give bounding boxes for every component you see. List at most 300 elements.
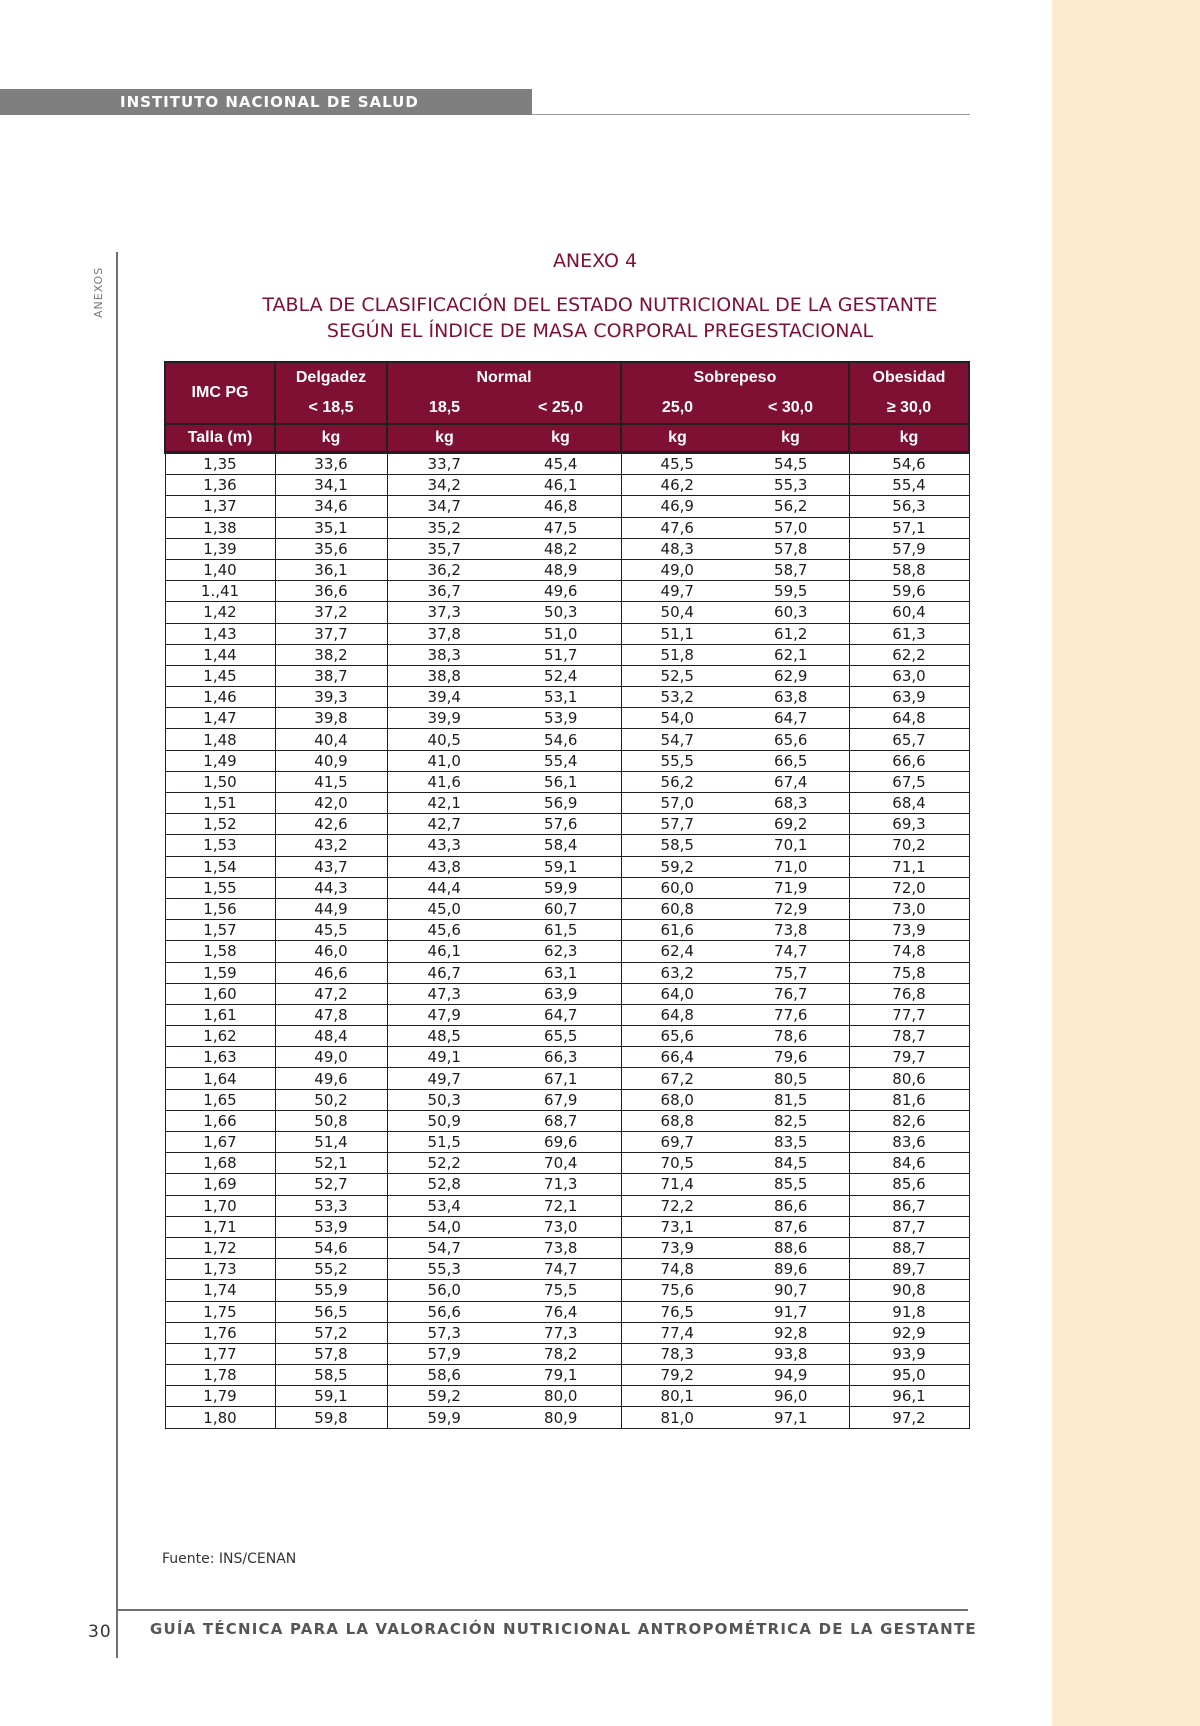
cell-sobrepeso-low: 81,0 [621,1407,733,1428]
cell-talla: 1,69 [165,1174,275,1195]
cell-delgadez: 46,6 [275,962,387,983]
cell-sobrepeso-high: 58,7 [733,559,849,580]
cell-delgadez: 40,9 [275,750,387,771]
cell-sobrepeso-low: 70,5 [621,1153,733,1174]
cell-talla: 1,36 [165,475,275,496]
table-row [165,750,969,771]
classification-table [164,361,970,1429]
institution-name: INSTITUTO NACIONAL DE SALUD [120,93,419,111]
cell-sobrepeso-high: 92,8 [733,1322,849,1343]
section-label: ANEXOS [92,266,105,318]
cell-normal-low: 50,3 [387,1089,501,1110]
cell-obesidad: 64,8 [849,708,969,729]
cell-normal-low: 40,5 [387,729,501,750]
cell-obesidad: 89,7 [849,1259,969,1280]
cell-delgadez: 52,1 [275,1153,387,1174]
cell-sobrepeso-low: 68,0 [621,1089,733,1110]
cell-talla: 1,61 [165,1004,275,1025]
cell-delgadez: 59,1 [275,1386,387,1407]
cell-sobrepeso-high: 77,6 [733,1004,849,1025]
cell-normal-high: 64,7 [501,1004,621,1025]
cell-obesidad: 57,1 [849,517,969,538]
cell-normal-high: 75,5 [501,1280,621,1301]
cell-talla: 1,78 [165,1365,275,1386]
header-unit: kg [849,424,969,453]
cell-normal-high: 46,8 [501,496,621,517]
cell-normal-high: 58,4 [501,835,621,856]
cell-delgadez: 35,6 [275,538,387,559]
cell-sobrepeso-high: 80,5 [733,1068,849,1089]
cell-sobrepeso-high: 73,8 [733,920,849,941]
cell-normal-low: 51,5 [387,1132,501,1153]
table-row [165,644,969,665]
cell-obesidad: 78,7 [849,1026,969,1047]
cell-talla: 1,64 [165,1068,275,1089]
cell-talla: 1,80 [165,1407,275,1428]
header-imc-pg: IMC PG [165,362,275,424]
cell-sobrepeso-low: 56,2 [621,771,733,792]
cell-talla: 1.,41 [165,581,275,602]
cell-sobrepeso-high: 90,7 [733,1280,849,1301]
cell-talla: 1,63 [165,1047,275,1068]
cell-normal-low: 55,3 [387,1259,501,1280]
cell-obesidad: 61,3 [849,623,969,644]
cell-sobrepeso-low: 52,5 [621,665,733,686]
cell-talla: 1,38 [165,517,275,538]
cell-delgadez: 44,9 [275,898,387,919]
cell-talla: 1,76 [165,1322,275,1343]
table-row [165,1237,969,1258]
cell-sobrepeso-low: 67,2 [621,1068,733,1089]
cell-normal-low: 52,2 [387,1153,501,1174]
cell-talla: 1,77 [165,1343,275,1364]
cell-normal-high: 67,1 [501,1068,621,1089]
table-row [165,1301,969,1322]
cell-normal-high: 70,4 [501,1153,621,1174]
cell-sobrepeso-low: 51,8 [621,644,733,665]
cell-delgadez: 51,4 [275,1132,387,1153]
cell-sobrepeso-high: 64,7 [733,708,849,729]
cell-normal-low: 57,3 [387,1322,501,1343]
cell-delgadez: 55,9 [275,1280,387,1301]
cell-delgadez: 55,2 [275,1259,387,1280]
table-row [165,1026,969,1047]
cell-obesidad: 74,8 [849,941,969,962]
header-sobrepeso: Sobrepeso [621,362,849,393]
cell-normal-high: 73,8 [501,1237,621,1258]
cell-normal-low: 46,1 [387,941,501,962]
cell-normal-low: 41,6 [387,771,501,792]
cell-talla: 1,67 [165,1132,275,1153]
cell-delgadez: 42,0 [275,793,387,814]
cell-normal-high: 48,2 [501,538,621,559]
cell-normal-high: 71,3 [501,1174,621,1195]
table-row [165,665,969,686]
cell-sobrepeso-high: 75,7 [733,962,849,983]
table-row [165,1174,969,1195]
cell-obesidad: 59,6 [849,581,969,602]
table-row [165,1195,969,1216]
cell-normal-low: 38,8 [387,665,501,686]
cell-normal-high: 72,1 [501,1195,621,1216]
cell-obesidad: 82,6 [849,1110,969,1131]
cell-delgadez: 37,2 [275,602,387,623]
cell-sobrepeso-high: 91,7 [733,1301,849,1322]
cell-normal-high: 49,6 [501,581,621,602]
table-row [165,793,969,814]
header-obesidad-range: ≥ 30,0 [849,393,969,424]
cell-normal-high: 53,9 [501,708,621,729]
cell-sobrepeso-low: 60,8 [621,898,733,919]
cell-normal-high: 66,3 [501,1047,621,1068]
cell-sobrepeso-low: 72,2 [621,1195,733,1216]
header-sobrepeso-low: 25,0 [621,393,733,424]
cell-sobrepeso-high: 62,9 [733,665,849,686]
cell-normal-high: 55,4 [501,750,621,771]
cell-talla: 1,65 [165,1089,275,1110]
cell-obesidad: 71,1 [849,856,969,877]
source-note: Fuente: INS/CENAN [162,1551,297,1567]
cell-normal-low: 39,4 [387,687,501,708]
header-normal-high: < 25,0 [501,393,621,424]
table-row [165,517,969,538]
cell-delgadez: 49,6 [275,1068,387,1089]
cell-obesidad: 66,6 [849,750,969,771]
cell-talla: 1,37 [165,496,275,517]
cell-talla: 1,54 [165,856,275,877]
header-talla: Talla (m) [165,424,275,453]
table-row [165,983,969,1004]
table-row [165,1365,969,1386]
cell-talla: 1,60 [165,983,275,1004]
table-body [165,453,969,1429]
cell-sobrepeso-low: 47,6 [621,517,733,538]
table-row [165,814,969,835]
cell-delgadez: 44,3 [275,877,387,898]
header-normal: Normal [387,362,621,393]
cell-normal-low: 36,2 [387,559,501,580]
cell-sobrepeso-high: 70,1 [733,835,849,856]
header-rule [532,114,970,115]
cell-delgadez: 45,5 [275,920,387,941]
cell-talla: 1,42 [165,602,275,623]
cell-normal-high: 78,2 [501,1343,621,1364]
cell-obesidad: 79,7 [849,1047,969,1068]
cell-sobrepeso-low: 48,3 [621,538,733,559]
cell-obesidad: 85,6 [849,1174,969,1195]
cell-obesidad: 83,6 [849,1132,969,1153]
cell-delgadez: 56,5 [275,1301,387,1322]
cell-normal-high: 80,0 [501,1386,621,1407]
cell-sobrepeso-high: 76,7 [733,983,849,1004]
cell-talla: 1,59 [165,962,275,983]
cell-normal-high: 56,9 [501,793,621,814]
cell-sobrepeso-low: 59,2 [621,856,733,877]
cell-sobrepeso-low: 75,6 [621,1280,733,1301]
cell-sobrepeso-low: 73,9 [621,1237,733,1258]
table-row [165,920,969,941]
cell-delgadez: 36,6 [275,581,387,602]
table-row [165,623,969,644]
cell-normal-high: 80,9 [501,1407,621,1428]
table-row [165,1068,969,1089]
cell-talla: 1,46 [165,687,275,708]
header-unit: kg [621,424,733,453]
cell-obesidad: 63,0 [849,665,969,686]
table-row [165,1343,969,1364]
cell-sobrepeso-high: 67,4 [733,771,849,792]
cell-obesidad: 76,8 [849,983,969,1004]
cell-normal-low: 52,8 [387,1174,501,1195]
table-row [165,1047,969,1068]
table-row [165,496,969,517]
cell-sobrepeso-high: 85,5 [733,1174,849,1195]
table-row [165,708,969,729]
cell-normal-high: 59,9 [501,877,621,898]
table-row [165,1004,969,1025]
cell-obesidad: 75,8 [849,962,969,983]
cell-normal-high: 57,6 [501,814,621,835]
cell-sobrepeso-high: 71,0 [733,856,849,877]
header-normal-low: 18,5 [387,393,501,424]
cell-delgadez: 40,4 [275,729,387,750]
cell-normal-low: 59,9 [387,1407,501,1428]
cell-sobrepeso-high: 97,1 [733,1407,849,1428]
cell-sobrepeso-high: 60,3 [733,602,849,623]
cell-normal-high: 61,5 [501,920,621,941]
cell-obesidad: 57,9 [849,538,969,559]
table-row [165,559,969,580]
cell-normal-low: 42,1 [387,793,501,814]
cell-sobrepeso-low: 80,1 [621,1386,733,1407]
table-row [165,877,969,898]
cell-normal-high: 76,4 [501,1301,621,1322]
cell-sobrepeso-low: 54,7 [621,729,733,750]
cell-normal-low: 47,3 [387,983,501,1004]
cell-normal-high: 69,6 [501,1132,621,1153]
cell-normal-low: 56,6 [387,1301,501,1322]
cell-obesidad: 72,0 [849,877,969,898]
cell-delgadez: 43,2 [275,835,387,856]
cell-talla: 1,70 [165,1195,275,1216]
cell-normal-low: 58,6 [387,1365,501,1386]
cell-obesidad: 70,2 [849,835,969,856]
cell-sobrepeso-high: 72,9 [733,898,849,919]
cell-obesidad: 73,0 [849,898,969,919]
cell-delgadez: 41,5 [275,771,387,792]
table-row [165,1110,969,1131]
cell-delgadez: 48,4 [275,1026,387,1047]
cell-normal-low: 57,9 [387,1343,501,1364]
cell-obesidad: 56,3 [849,496,969,517]
table-row [165,856,969,877]
cell-normal-low: 42,7 [387,814,501,835]
table-row [165,687,969,708]
cell-delgadez: 49,0 [275,1047,387,1068]
cell-delgadez: 36,1 [275,559,387,580]
table-row [165,453,969,475]
cell-sobrepeso-high: 55,3 [733,475,849,496]
cell-normal-low: 33,7 [387,453,501,475]
cell-sobrepeso-low: 78,3 [621,1343,733,1364]
cell-delgadez: 57,8 [275,1343,387,1364]
cell-sobrepeso-high: 94,9 [733,1365,849,1386]
annex-title: ANEXO 4 [552,250,638,272]
cell-delgadez: 46,0 [275,941,387,962]
cell-normal-low: 45,0 [387,898,501,919]
cell-talla: 1,52 [165,814,275,835]
cell-talla: 1,72 [165,1237,275,1258]
table-row [165,941,969,962]
cell-sobrepeso-high: 88,6 [733,1237,849,1258]
cell-delgadez: 54,6 [275,1237,387,1258]
cell-talla: 1,56 [165,898,275,919]
table-row [165,1216,969,1237]
cell-normal-low: 35,2 [387,517,501,538]
cell-delgadez: 43,7 [275,856,387,877]
cell-normal-high: 50,3 [501,602,621,623]
cell-normal-high: 67,9 [501,1089,621,1110]
table-row [165,1407,969,1428]
cell-obesidad: 58,8 [849,559,969,580]
cell-normal-low: 35,7 [387,538,501,559]
cell-sobrepeso-high: 71,9 [733,877,849,898]
cell-delgadez: 53,9 [275,1216,387,1237]
cell-obesidad: 55,4 [849,475,969,496]
cell-obesidad: 90,8 [849,1280,969,1301]
cell-obesidad: 62,2 [849,644,969,665]
cell-obesidad: 80,6 [849,1068,969,1089]
table-row [165,1386,969,1407]
cell-normal-high: 56,1 [501,771,621,792]
cell-obesidad: 60,4 [849,602,969,623]
cell-normal-low: 59,2 [387,1386,501,1407]
cell-sobrepeso-high: 62,1 [733,644,849,665]
table-title [150,292,1050,344]
cell-normal-low: 38,3 [387,644,501,665]
cell-delgadez: 33,6 [275,453,387,475]
table-row [165,1322,969,1343]
cell-normal-low: 54,7 [387,1237,501,1258]
cell-normal-high: 51,0 [501,623,621,644]
cell-talla: 1,39 [165,538,275,559]
table-row [165,1089,969,1110]
cell-sobrepeso-high: 74,7 [733,941,849,962]
table-row [165,475,969,496]
cell-obesidad: 92,9 [849,1322,969,1343]
table-row [165,1259,969,1280]
cell-sobrepeso-low: 46,2 [621,475,733,496]
cell-normal-high: 60,7 [501,898,621,919]
cell-sobrepeso-low: 45,5 [621,453,733,475]
cell-sobrepeso-low: 55,5 [621,750,733,771]
cell-talla: 1,44 [165,644,275,665]
cell-delgadez: 53,3 [275,1195,387,1216]
table-row [165,962,969,983]
classification-table-wrapper [164,361,968,1429]
cell-obesidad: 93,9 [849,1343,969,1364]
cell-sobrepeso-low: 57,7 [621,814,733,835]
cell-sobrepeso-high: 79,6 [733,1047,849,1068]
cell-normal-low: 44,4 [387,877,501,898]
cell-obesidad: 91,8 [849,1301,969,1322]
cell-talla: 1,74 [165,1280,275,1301]
cell-delgadez: 39,3 [275,687,387,708]
header-delgadez-range: < 18,5 [275,393,387,424]
cell-talla: 1,51 [165,793,275,814]
cell-normal-high: 74,7 [501,1259,621,1280]
cell-normal-high: 45,4 [501,453,621,475]
cell-delgadez: 39,8 [275,708,387,729]
cell-normal-high: 51,7 [501,644,621,665]
header-sobrepeso-high: < 30,0 [733,393,849,424]
cell-sobrepeso-low: 58,5 [621,835,733,856]
cell-sobrepeso-high: 96,0 [733,1386,849,1407]
cell-talla: 1,48 [165,729,275,750]
table-title-line-2: SEGÚN EL ÍNDICE DE MASA CORPORAL PREGESTACIONAL [326,320,874,342]
cell-sobrepeso-low: 69,7 [621,1132,733,1153]
cell-obesidad: 67,5 [849,771,969,792]
cell-obesidad: 86,7 [849,1195,969,1216]
cell-normal-high: 46,1 [501,475,621,496]
cell-normal-low: 48,5 [387,1026,501,1047]
cell-obesidad: 88,7 [849,1237,969,1258]
cell-normal-high: 68,7 [501,1110,621,1131]
cell-normal-high: 62,3 [501,941,621,962]
cell-normal-high: 73,0 [501,1216,621,1237]
table-row [165,1153,969,1174]
cell-sobrepeso-low: 76,5 [621,1301,733,1322]
cell-talla: 1,66 [165,1110,275,1131]
side-color-band [1052,0,1200,1726]
cell-normal-low: 53,4 [387,1195,501,1216]
cell-sobrepeso-low: 79,2 [621,1365,733,1386]
cell-sobrepeso-high: 54,5 [733,453,849,475]
cell-delgadez: 35,1 [275,517,387,538]
header-delgadez: Delgadez [275,362,387,393]
cell-talla: 1,71 [165,1216,275,1237]
cell-obesidad: 81,6 [849,1089,969,1110]
cell-sobrepeso-high: 61,2 [733,623,849,644]
cell-normal-low: 43,3 [387,835,501,856]
cell-sobrepeso-low: 49,7 [621,581,733,602]
cell-delgadez: 37,7 [275,623,387,644]
cell-sobrepeso-high: 81,5 [733,1089,849,1110]
cell-delgadez: 57,2 [275,1322,387,1343]
cell-sobrepeso-low: 64,8 [621,1004,733,1025]
cell-normal-high: 65,5 [501,1026,621,1047]
cell-delgadez: 47,2 [275,983,387,1004]
cell-obesidad: 73,9 [849,920,969,941]
cell-sobrepeso-high: 59,5 [733,581,849,602]
cell-talla: 1,75 [165,1301,275,1322]
cell-normal-high: 59,1 [501,856,621,877]
cell-sobrepeso-high: 66,5 [733,750,849,771]
footer-rule [116,1609,968,1611]
cell-talla: 1,40 [165,559,275,580]
cell-delgadez: 47,8 [275,1004,387,1025]
cell-sobrepeso-low: 73,1 [621,1216,733,1237]
cell-normal-high: 63,1 [501,962,621,983]
cell-normal-low: 37,3 [387,602,501,623]
table-row [165,538,969,559]
cell-sobrepeso-low: 54,0 [621,708,733,729]
cell-normal-low: 39,9 [387,708,501,729]
table-title-line-1: TABLA DE CLASIFICACIÓN DEL ESTADO NUTRICIONAL DE LA GESTANTE [262,294,938,316]
cell-normal-low: 34,7 [387,496,501,517]
table-row [165,581,969,602]
cell-normal-low: 50,9 [387,1110,501,1131]
